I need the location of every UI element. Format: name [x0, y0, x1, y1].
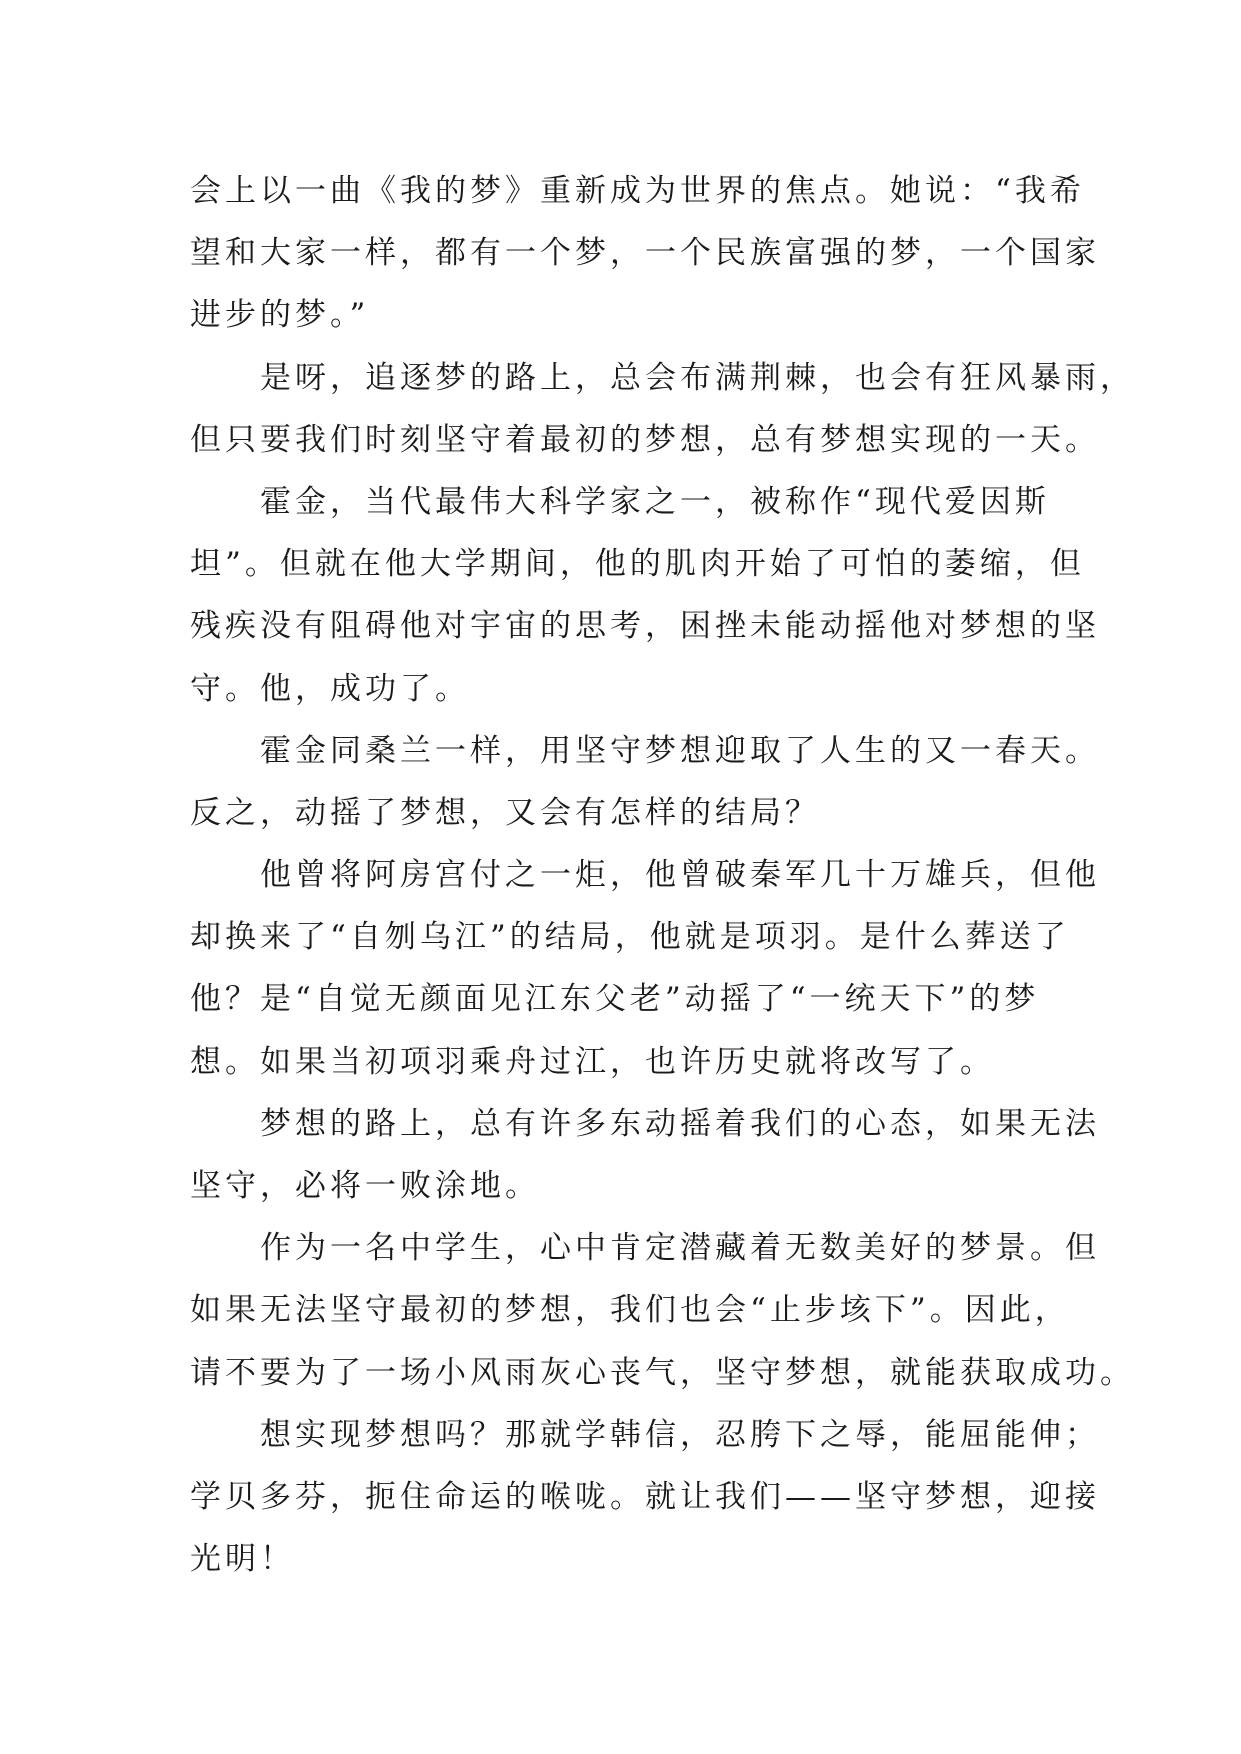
text-line: 却换来了“自刎乌江”的结局，他就是项羽。是什么葬送了 — [190, 919, 1070, 956]
text-line: 坚守，必将一败涂地。 — [190, 1168, 540, 1204]
text-line: 但只要我们时刻坚守着最初的梦想，总有梦想实现的一天。 — [190, 421, 1100, 458]
text-line: 请不要为了一场小风雨灰心丧气，坚守梦想，就能获取成功。 — [190, 1354, 1135, 1391]
text-line: 坦”。但就在他大学期间，他的肌肉开始了可怕的萎缩，但 — [190, 546, 1085, 583]
text-line: 霍金，当代最伟大科学家之一，被称作“现代爱因斯 — [260, 483, 1050, 520]
text-line: 会上以一曲《我的梦》重新成为世界的焦点。她说：“我希 — [190, 173, 1085, 209]
text-line: 望和大家一样，都有一个梦，一个民族富强的梦，一个国家 — [190, 235, 1100, 272]
text-line: 作为一名中学生，心中肯定潜藏着无数美好的梦景。但 — [260, 1230, 1100, 1267]
text-line: 反之，动摇了梦想，又会有怎样的结局？ — [190, 794, 820, 831]
text-line: 梦想的路上，总有许多东动摇着我们的心态，如果无法 — [260, 1105, 1100, 1142]
essay-body — [190, 160, 1135, 1590]
text-line: 霍金同桑兰一样，用坚守梦想迎取了人生的又一春天。 — [260, 732, 1100, 769]
text-line: 学贝多芬，扼住命运的喉咙。就让我们——坚守梦想，迎接 — [190, 1478, 1100, 1515]
text-line: 想实现梦想吗？那就学韩信，忍胯下之辱，能屈能伸； — [260, 1416, 1100, 1453]
text-line: 守。他，成功了。 — [190, 670, 470, 707]
text-line: 如果无法坚守最初的梦想，我们也会“止步垓下”。因此， — [190, 1292, 1070, 1329]
text-line: 进步的梦。” — [190, 297, 370, 334]
text-line: 想。如果当初项羽乘舟过江，也许历史就将改写了。 — [190, 1043, 995, 1080]
text-line: 光明！ — [190, 1541, 295, 1578]
text-line: 是呀，追逐梦的路上，总会布满荆棘，也会有狂风暴雨， — [260, 359, 1135, 396]
text-line: 他曾将阿房宫付之一炬，他曾破秦军几十万雄兵，但他 — [260, 857, 1100, 894]
text-line: 残疾没有阻碍他对宇宙的思考，困挫未能动摇他对梦想的坚 — [190, 608, 1100, 645]
text-line: 他？是“自觉无颜面见江东父老”动摇了“一统天下”的梦 — [190, 981, 1040, 1018]
